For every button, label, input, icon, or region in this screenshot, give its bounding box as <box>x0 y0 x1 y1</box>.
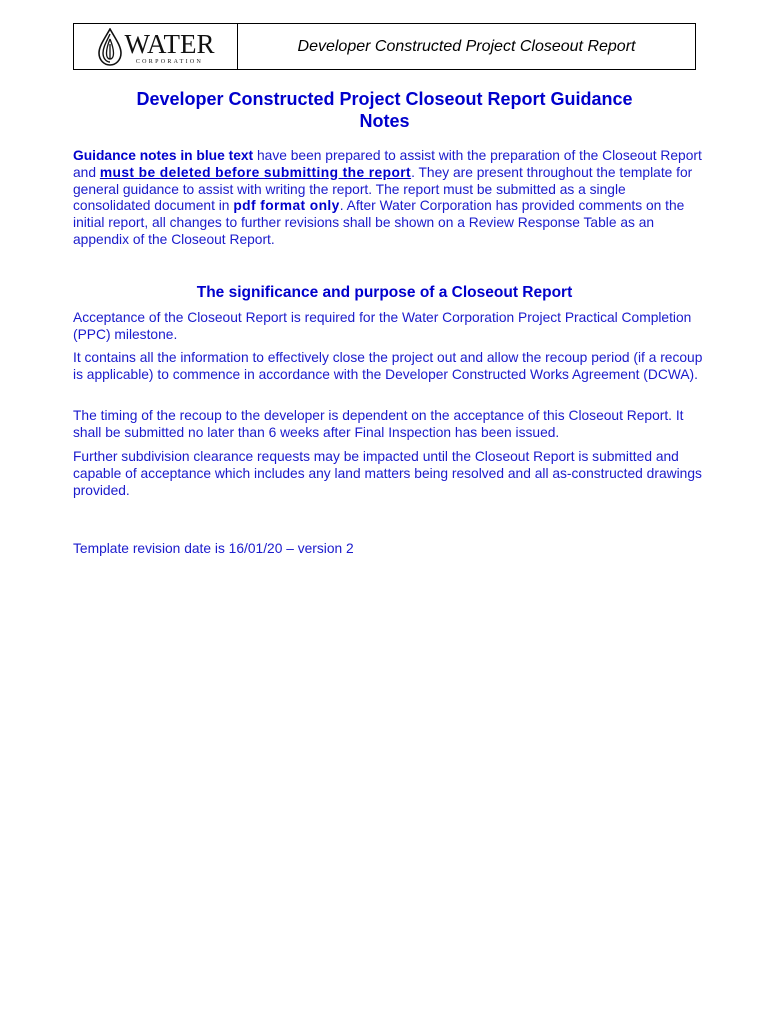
section-title: The significance and purpose of a Closeout Report <box>196 284 573 301</box>
water-drop-logo-icon <box>97 28 123 66</box>
intro-must-delete: must be deleted before submitting the report <box>99 164 412 180</box>
intro-pdf-format: pdf format only <box>233 198 340 214</box>
section-paragraph-4: Further subdivision clearance requests may be impacted until the Closeout Report is submitted and capable of acceptance which includes any land matters being resolved and all as-constructed drawings provided. <box>73 449 702 498</box>
document-header <box>73 23 696 70</box>
document-title-line-1: Developer Constructed Project Closeout Report Guidance <box>136 89 633 109</box>
logo-word: WATER <box>124 28 215 59</box>
intro-bold-guidance: Guidance notes in blue text <box>73 148 254 163</box>
water-corporation-logo <box>74 24 238 69</box>
document-title-line-2: Notes <box>359 111 410 131</box>
section-paragraph-1: Acceptance of the Closeout Report is required for the Water Corporation Project Practical Completion (PPC) milestone. <box>73 310 692 342</box>
intro-text-1: have been prepared to assist with the preparation of the Closeout Report and <box>73 148 702 180</box>
header-title: Developer Constructed Project Closeout Report <box>297 37 636 55</box>
logo-subtitle: CORPORATION <box>135 58 204 65</box>
section-paragraph-3: The timing of the recoup to the developer is dependent on the acceptance of this Closeout Report. It shall be submitted no later than 6 weeks after Final Inspection has been issued. <box>73 408 684 440</box>
logo-wordmark <box>125 29 215 65</box>
intro-text-3: . After Water Corporation has provided comments on the initial report, all changes to further revisions shall be shown on a Review Response Table as an appendix of the Closeout Report. <box>73 198 685 247</box>
revision-note: Template revision date is 16/01/20 – version 2 <box>73 541 354 556</box>
document-title <box>73 88 696 132</box>
intro-text-2: . They are present throughout the template for general guidance to assist with writing the report. The report must be submitted as a single consolidated document in <box>73 164 693 214</box>
intro-paragraph <box>73 148 703 249</box>
section-paragraph-2: It contains all the information to effectively close the project out and allow the recoup period (if a recoup is applicable) to commence in accordance with the Developer Constructed Works Agreement (DCWA). <box>73 350 703 382</box>
